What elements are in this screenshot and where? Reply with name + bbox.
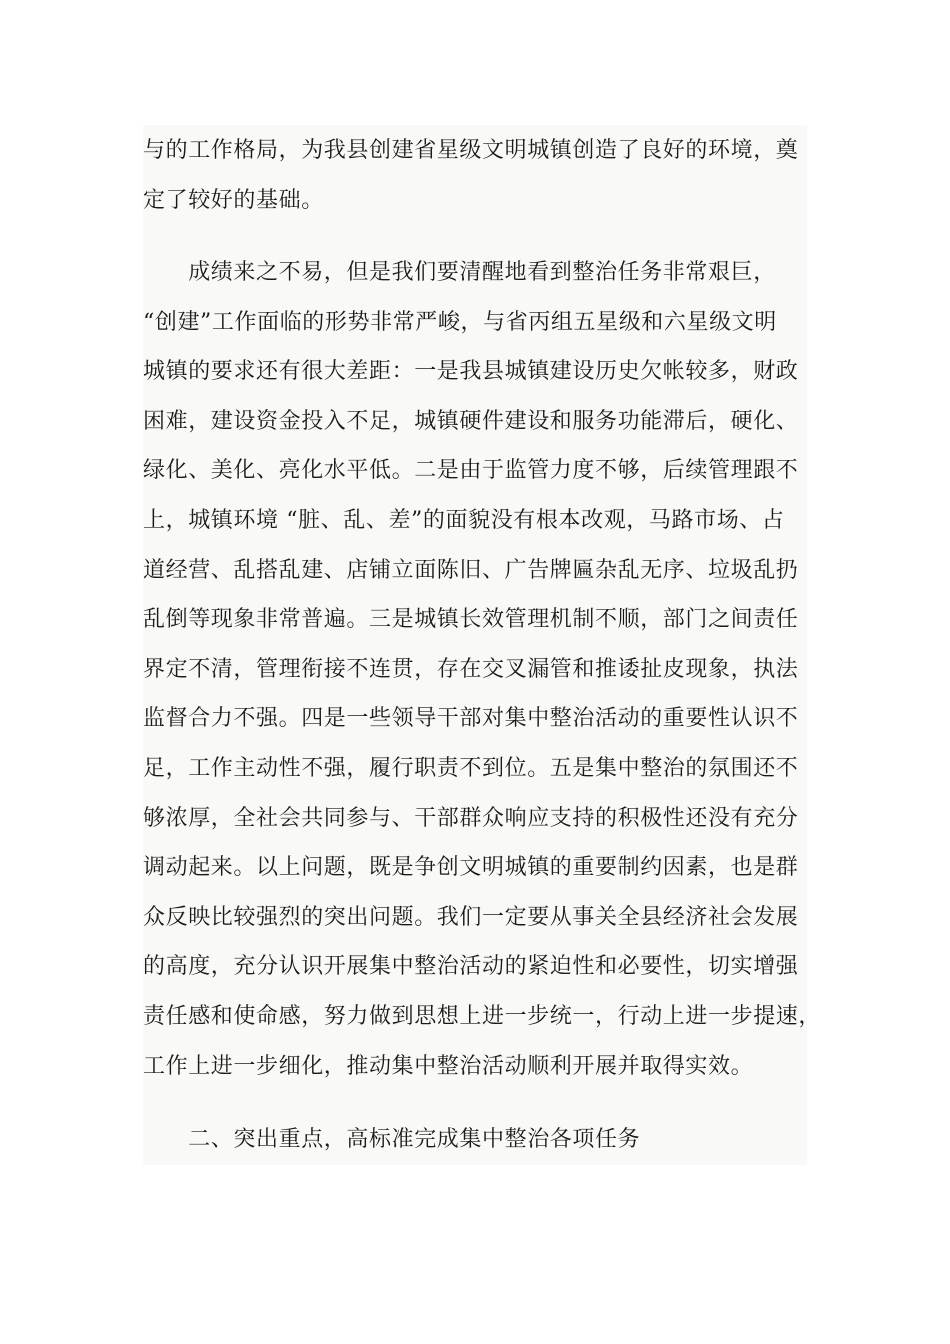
paragraph-2-line-14: 众反映比较强烈的突出问题。我们一定要从事关全县经济社会发展 <box>143 905 799 930</box>
paragraph-2-line-15: 的高度，充分认识开展集中整治活动的紧迫性和必要性，切实增强 <box>143 954 799 979</box>
paragraph-2-line-6: 上，城镇环境 “脏、乱、差”的面貌没有根本改观，马路市场、占 <box>143 508 785 533</box>
paragraph-1-line-2: 定了较好的基础。 <box>143 188 324 213</box>
paragraph-2-line-4: 困难，建设资金投入不足，城镇硬件建设和服务功能滞后，硬化、 <box>143 409 799 434</box>
paragraph-1-line-1: 与的工作格局，为我县创建省星级文明城镇创造了良好的环境，奠 <box>143 138 799 163</box>
paragraph-2-line-12: 够浓厚，全社会共同参与、干部群众响应支持的积极性还没有充分 <box>143 806 799 831</box>
document-page <box>143 125 822 1165</box>
paragraph-2-line-2: “创建”工作面临的形势非常严峻，与省丙组五星级和六星级文明 <box>143 310 777 335</box>
section-heading: 二、突出重点，高标准完成集中整治各项任务 <box>143 1127 641 1152</box>
paragraph-2-line-8: 乱倒等现象非常普遍。三是城镇长效管理机制不顺，部门之间责任 <box>143 607 799 632</box>
paragraph-2-line-7: 道经营、乱搭乱建、店铺立面陈旧、广告牌匾杂乱无序、垃圾乱扔 <box>143 558 799 583</box>
paragraph-2-line-3: 城镇的要求还有很大差距：一是我县城镇建设历史欠帐较多，财政 <box>143 359 799 384</box>
paragraph-2-line-5: 绿化、美化、亮化水平低。二是由于监管力度不够，后续管理跟不 <box>143 458 799 483</box>
paragraph-2-line-11: 足，工作主动性不强，履行职责不到位。五是集中整治的氛围还不 <box>143 756 799 781</box>
paragraph-2-line-9: 界定不清，管理衔接不连贯，存在交叉漏管和推诿扯皮现象，执法 <box>143 657 799 682</box>
paragraph-2-line-16: 责任感和使命感，努力做到思想上进一步统一，行动上进一步提速， <box>143 1004 822 1029</box>
paragraph-2-line-1: 成绩来之不易，但是我们要清醒地看到整治任务非常艰巨， <box>143 260 776 285</box>
paragraph-2-line-10: 监督合力不强。四是一些领导干部对集中整治活动的重要性认识不 <box>143 706 799 731</box>
paragraph-2-line-17: 工作上进一步细化，推动集中整治活动顺利开展并取得实效。 <box>143 1054 754 1079</box>
paragraph-2-line-13: 调动起来。以上问题，既是争创文明城镇的重要制约因素，也是群 <box>143 855 799 880</box>
